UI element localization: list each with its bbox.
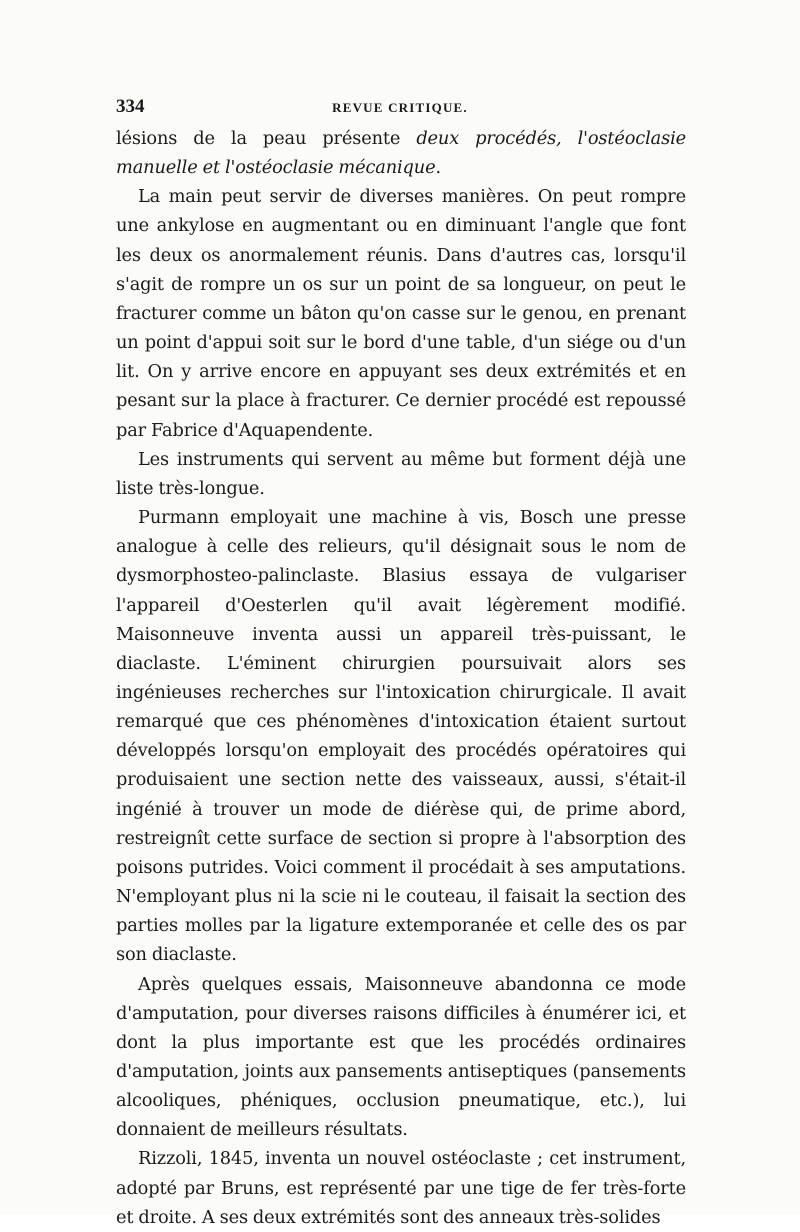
page-number: 334 xyxy=(116,96,145,117)
paragraph-2: La main peut servir de diverses manières. On peut rompre une ankylose en augmentant ou en diminuant l'angle que font les deux os anormalement réunis. Dans d'autres cas, lorsqu'il s'agit de rompre un os sur un point de sa longueur, on peut le fracturer comme un bâton qu'on casse sur le genou, en prenant un point d'appui soit sur le bord d'une table, d'un siége ou d'un lit. On y arrive encore en appuyant ses deux extrémités et en pesant sur la place à fracturer. Ce dernier procédé est repoussé par Fabrice d'Aquapendente. xyxy=(116,186,686,441)
paragraph-1-text: lésions de la peau présente xyxy=(116,128,417,149)
paragraph-3: Les instruments qui servent au même but forment déjà une liste très-longue. xyxy=(116,448,686,499)
journal-title: REVUE CRITIQUE. xyxy=(332,100,468,115)
running-head xyxy=(116,96,684,120)
paragraph-1-end: . xyxy=(435,157,441,179)
paragraph-5: Après quelques essais, Maisonneuve abandonna ce mode d'amputation, pour diverses raisons difficiles à énumérer ici, et dont la plus importante est que les procédés ordinaires d'amputation, joints aux pansements antiseptiques (pansements alcooliques, phéniques, occlusion pneumatique, etc.), lui donnaient de meilleurs résultats. xyxy=(116,973,686,1141)
paragraph-4: Purmann employait une machine à vis, Bosch une presse analogue à celle des relieurs, qu'il désignait sous le nom de dysmorphosteo-palinclaste. Blasius essaya de vulgariser l'appareil d'Oesterlen qu'il avait légèrement modifié. Maisonneuve inventa aussi un appareil très-puissant, le diaclaste. L'éminent chirurgien poursuivait alors ses ingénieuses recherches sur l'intoxication chirurgicale. Il avait remarqué que ces phénomènes d'intoxication étaient surtout développés lorsqu'on employait des procédés opératoires qui produisaient une section nette des vaisseaux, aussi, s'était-il ingénié à trouver un mode de diérèse qui, de prime abord, restreignît cette surface de section si propre à l'absorption des poisons putrides. Voici comment il procédait à ses amputations. N'employant plus ni la scie ni le couteau, il faisait la section des parties molles par la ligature extemporanée et celle des os par son diaclaste. xyxy=(116,507,686,966)
body-text xyxy=(116,124,686,1232)
paragraph-6: Rizzoli, 1845, inventa un nouvel ostéoclaste ; cet instrument, adopté par Bruns, est représenté par une tige de fer très-forte et droite. A ses deux extrémités sont des anneaux très-solides xyxy=(116,1148,686,1228)
italic-phrase: deux procédés, l'ostéoclasie manuelle et l'ostéoclasie mécanique xyxy=(116,128,686,179)
paragraph-1 xyxy=(116,124,686,182)
